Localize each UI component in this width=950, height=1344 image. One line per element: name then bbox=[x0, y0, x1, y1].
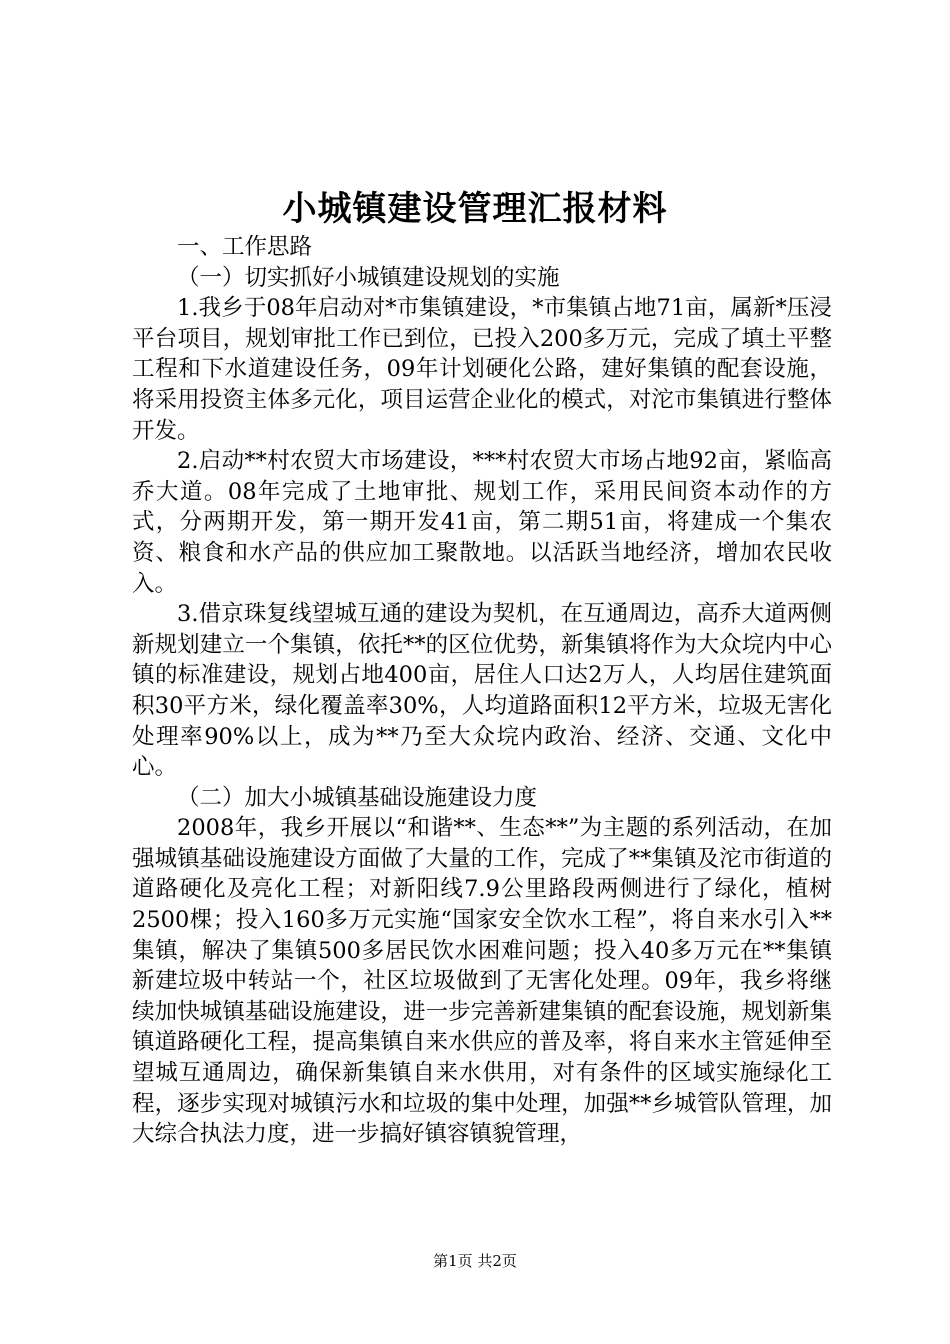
paragraph-item-1: 1.我乡于08年启动对*市集镇建设，*市集镇占地71亩，属新*压浸平台项目，规划审批工作已到位，已投入200多万元，完成了填土平整工程和下水道建设任务，09年计划硬化公路，建好集镇的配套设施，将采用投资主体多元化，项目运营企业化的模式，对沱市集镇进行整体开发。 bbox=[132, 295, 832, 444]
paragraph-infrastructure: 2008年，我乡开展以“和谐**、生态**”为主题的系列活动，在加强城镇基础设施建设方面做了大量的工作，完成了**集镇及沱市街道的道路硬化及亮化工程；对新阳线7.9公里路段两侧进行了绿化，植树2500棵；投入160多万元实施“国家安全饮水工程”，将自来水引入**集镇，解决了集镇500多居民饮水困难问题；投入40多万元在**集镇新建垃圾中转站一个，社区垃圾做到了无害化处理。09年，我乡将继续加快城镇基础设施建设，进一步完善新建集镇的配套设施，规划新集镇道路硬化工程，提高集镇自来水供应的普及率，将自来水主管延伸至望城互通周边，确保新集镇自来水供用，对有条件的区域实施绿化工程，逐步实现对城镇污水和垃圾的集中处理，加强**乡城管队管理，加大综合执法力度，进一步搞好镇容镇貌管理， bbox=[132, 815, 832, 1148]
subsection-heading-infrastructure: （二）加大小城镇基础设施建设力度 bbox=[177, 784, 538, 811]
document-title: 小城镇建设管理汇报材料 bbox=[282, 189, 668, 229]
subsection-heading-planning: （一）切实抓好小城镇建设规划的实施 bbox=[177, 264, 560, 291]
section-heading-work-ideas: 一、工作思路 bbox=[177, 234, 313, 260]
document-body bbox=[132, 232, 832, 1150]
page-number-footer: 第1页 共2页 bbox=[433, 1252, 517, 1270]
paragraph-item-3: 3.借京珠复线望城互通的建设为契机，在互通周边，高乔大道两侧新规划建立一个集镇，依托**的区位优势，新集镇将作为大众垸内中心镇的标准建设，规划占地400亩，居住人口达2万人，人均居住建筑面积30平方米，绿化覆盖率30%，人均道路面积12平方米，垃圾无害化处理率90%以上，成为**乃至大众垸内政治、经济、交通、文化中心。 bbox=[132, 601, 832, 781]
paragraph-item-2: 2.启动**村农贸大市场建设，***村农贸大市场占地92亩，紧临高乔大道。08年完成了土地审批、规划工作，采用民间资本动作的方式，分两期开发，第一期开发41亩，第二期51亩，将建成一个集农资、粮食和水产品的供应加工聚散地。以活跃当地经济，增加农民收入。 bbox=[132, 448, 832, 597]
